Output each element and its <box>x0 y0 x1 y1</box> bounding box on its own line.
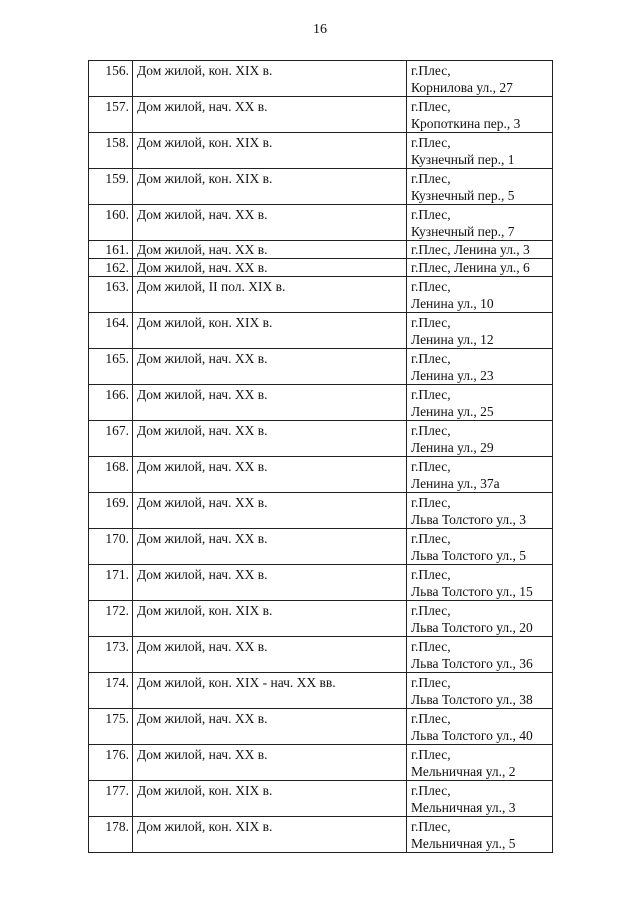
address-line: г.Плес, Ленина ул., 6 <box>411 260 530 275</box>
table-row <box>89 709 553 745</box>
address-cell <box>407 133 553 169</box>
row-number-cell: 168. <box>89 457 133 493</box>
address-line: Ленина ул., 10 <box>411 296 494 311</box>
address-cell <box>407 673 553 709</box>
address-cell <box>407 565 553 601</box>
row-number-cell: 156. <box>89 61 133 97</box>
table-row <box>89 313 553 349</box>
row-number-cell: 159. <box>89 169 133 205</box>
row-number-cell: 177. <box>89 781 133 817</box>
address-cell <box>407 385 553 421</box>
object-name-cell: Дом жилой, II пол. XIX в. <box>133 277 407 313</box>
address-cell <box>407 709 553 745</box>
address-line: Льва Толстого ул., 36 <box>411 656 533 671</box>
address-cell <box>407 169 553 205</box>
address-line: г.Плес, <box>411 63 451 78</box>
address-line: г.Плес, <box>411 747 451 762</box>
address-line: Кузнечный пер., 1 <box>411 152 515 167</box>
object-name-cell: Дом жилой, кон. XIX в. <box>133 313 407 349</box>
table-row <box>89 529 553 565</box>
row-number-cell: 171. <box>89 565 133 601</box>
address-line: г.Плес, <box>411 711 451 726</box>
object-name-cell: Дом жилой, нач. XX в. <box>133 565 407 601</box>
table-row <box>89 781 553 817</box>
table-row <box>89 817 553 853</box>
address-cell <box>407 241 553 259</box>
address-cell <box>407 601 553 637</box>
row-number-cell: 162. <box>89 259 133 277</box>
address-line: г.Плес, Ленина ул., 3 <box>411 242 530 257</box>
address-line: Льва Толстого ул., 40 <box>411 728 533 743</box>
row-number-cell: 158. <box>89 133 133 169</box>
row-number-cell: 178. <box>89 817 133 853</box>
row-number-cell: 172. <box>89 601 133 637</box>
row-number-cell: 166. <box>89 385 133 421</box>
address-cell <box>407 817 553 853</box>
address-cell <box>407 97 553 133</box>
address-line: г.Плес, <box>411 567 451 582</box>
table-row <box>89 421 553 457</box>
object-name-cell: Дом жилой, нач. XX в. <box>133 745 407 781</box>
address-cell <box>407 277 553 313</box>
table-row <box>89 565 553 601</box>
address-line: Кузнечный пер., 7 <box>411 224 515 239</box>
table-row <box>89 133 553 169</box>
address-line: Ленина ул., 23 <box>411 368 494 383</box>
table-row <box>89 349 553 385</box>
object-name-cell: Дом жилой, кон. XIX в. <box>133 601 407 637</box>
address-line: г.Плес, <box>411 603 451 618</box>
address-line: г.Плес, <box>411 207 451 222</box>
table-row <box>89 385 553 421</box>
object-name-cell: Дом жилой, нач. XX в. <box>133 97 407 133</box>
address-line: г.Плес, <box>411 315 451 330</box>
row-number-cell: 173. <box>89 637 133 673</box>
object-name-cell: Дом жилой, нач. XX в. <box>133 241 407 259</box>
address-line: Льва Толстого ул., 5 <box>411 548 526 563</box>
address-cell <box>407 313 553 349</box>
object-name-cell: Дом жилой, нач. XX в. <box>133 493 407 529</box>
address-line: г.Плес, <box>411 99 451 114</box>
address-line: Кропоткина пер., 3 <box>411 116 521 131</box>
page-number: 16 <box>313 22 327 37</box>
address-line: Льва Толстого ул., 20 <box>411 620 533 635</box>
object-name-cell: Дом жилой, нач. XX в. <box>133 457 407 493</box>
address-cell <box>407 205 553 241</box>
address-line: Мельничная ул., 5 <box>411 836 516 851</box>
row-number-cell: 167. <box>89 421 133 457</box>
table-row <box>89 241 553 259</box>
table-row <box>89 673 553 709</box>
address-cell <box>407 745 553 781</box>
row-number-cell: 164. <box>89 313 133 349</box>
address-line: г.Плес, <box>411 171 451 186</box>
registry-body <box>89 61 553 853</box>
row-number-cell: 157. <box>89 97 133 133</box>
object-name-cell: Дом жилой, кон. XIX в. <box>133 169 407 205</box>
table-row <box>89 259 553 277</box>
address-line: Корнилова ул., 27 <box>411 80 513 95</box>
address-cell <box>407 259 553 277</box>
table-row <box>89 637 553 673</box>
object-name-cell: Дом жилой, нач. XX в. <box>133 259 407 277</box>
object-name-cell: Дом жилой, нач. XX в. <box>133 205 407 241</box>
address-cell <box>407 349 553 385</box>
address-line: Льва Толстого ул., 3 <box>411 512 526 527</box>
address-line: Ленина ул., 29 <box>411 440 494 455</box>
address-line: Ленина ул., 12 <box>411 332 494 347</box>
address-cell <box>407 61 553 97</box>
address-line: г.Плес, <box>411 639 451 654</box>
address-cell <box>407 457 553 493</box>
address-line: г.Плес, <box>411 819 451 834</box>
address-line: Ленина ул., 37а <box>411 476 500 491</box>
object-name-cell: Дом жилой, кон. XIX в. <box>133 61 407 97</box>
address-line: Мельничная ул., 3 <box>411 800 516 815</box>
table-row <box>89 493 553 529</box>
table-row <box>89 457 553 493</box>
address-line: г.Плес, <box>411 459 451 474</box>
table-row <box>89 61 553 97</box>
table-row <box>89 277 553 313</box>
table-row <box>89 97 553 133</box>
row-number-cell: 175. <box>89 709 133 745</box>
address-line: Ленина ул., 25 <box>411 404 494 419</box>
address-line: г.Плес, <box>411 387 451 402</box>
object-name-cell: Дом жилой, нач. XX в. <box>133 709 407 745</box>
table-row <box>89 601 553 637</box>
row-number-cell: 170. <box>89 529 133 565</box>
row-number-cell: 174. <box>89 673 133 709</box>
object-name-cell: Дом жилой, нач. XX в. <box>133 385 407 421</box>
address-line: г.Плес, <box>411 783 451 798</box>
address-line: Кузнечный пер., 5 <box>411 188 515 203</box>
address-cell <box>407 493 553 529</box>
row-number-cell: 176. <box>89 745 133 781</box>
address-line: г.Плес, <box>411 423 451 438</box>
row-number-cell: 169. <box>89 493 133 529</box>
address-line: г.Плес, <box>411 135 451 150</box>
row-number-cell: 160. <box>89 205 133 241</box>
address-line: Льва Толстого ул., 15 <box>411 584 533 599</box>
address-line: г.Плес, <box>411 675 451 690</box>
object-name-cell: Дом жилой, нач. XX в. <box>133 421 407 457</box>
address-cell <box>407 529 553 565</box>
heritage-registry-table <box>88 60 553 853</box>
address-line: г.Плес, <box>411 351 451 366</box>
address-line: г.Плес, <box>411 531 451 546</box>
address-line: г.Плес, <box>411 495 451 510</box>
table-row <box>89 745 553 781</box>
address-cell <box>407 781 553 817</box>
table-row <box>89 205 553 241</box>
object-name-cell: Дом жилой, кон. XIX в. <box>133 781 407 817</box>
object-name-cell: Дом жилой, кон. XIX - нач. XX вв. <box>133 673 407 709</box>
row-number-cell: 165. <box>89 349 133 385</box>
address-cell <box>407 421 553 457</box>
address-line: Льва Толстого ул., 38 <box>411 692 533 707</box>
object-name-cell: Дом жилой, нач. XX в. <box>133 637 407 673</box>
address-line: Мельничная ул., 2 <box>411 764 516 779</box>
row-number-cell: 163. <box>89 277 133 313</box>
object-name-cell: Дом жилой, кон. XIX в. <box>133 133 407 169</box>
address-line: г.Плес, <box>411 279 451 294</box>
object-name-cell: Дом жилой, кон. XIX в. <box>133 817 407 853</box>
object-name-cell: Дом жилой, нач. XX в. <box>133 349 407 385</box>
row-number-cell: 161. <box>89 241 133 259</box>
table-row <box>89 169 553 205</box>
address-cell <box>407 637 553 673</box>
object-name-cell: Дом жилой, нач. XX в. <box>133 529 407 565</box>
